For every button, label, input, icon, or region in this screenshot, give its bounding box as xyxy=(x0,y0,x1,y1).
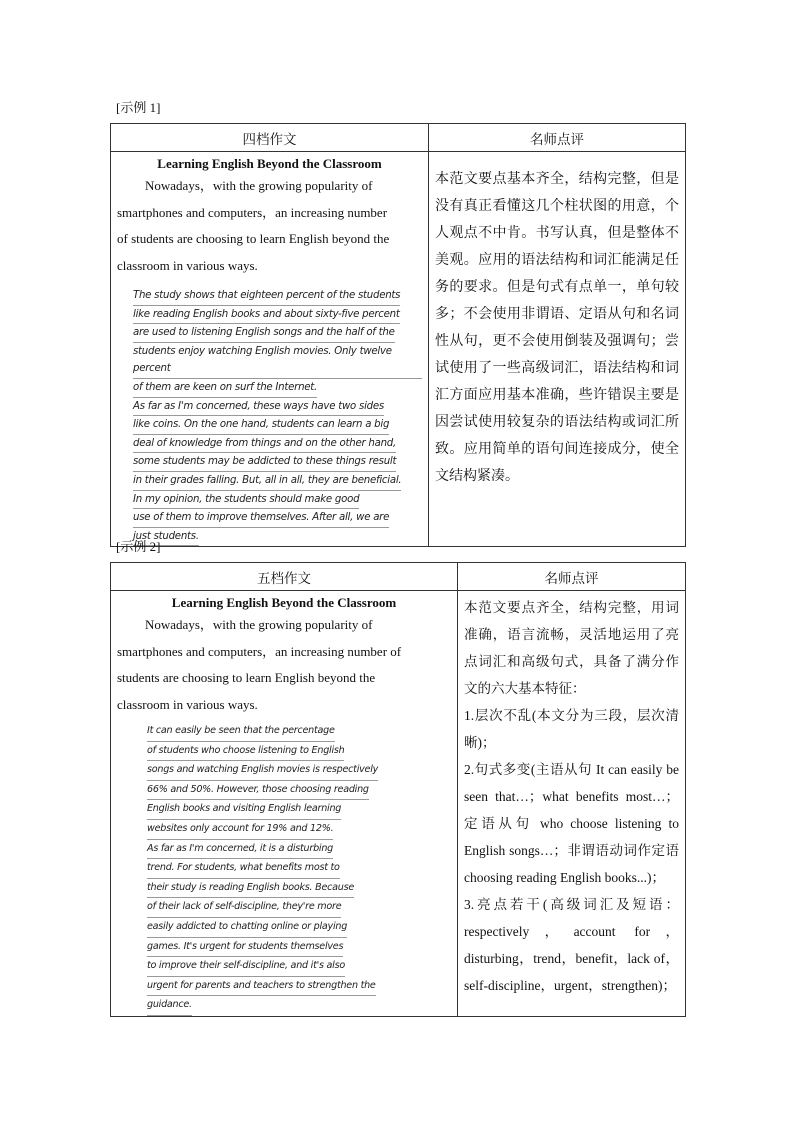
example-2-comment-point-3: 3.亮点若干(高级词汇及短语：respectively，account for，disturbing，trend，benefit，lack of，self-discipline，urgent，strengthen)； xyxy=(464,897,679,993)
example-2-essay-title: Learning English Beyond the Classroom xyxy=(171,595,397,610)
handwritten-line: of them are keen on surf the Internet. xyxy=(133,379,317,398)
example-2-comment-point-2: 2.句式多变(主语从句 It can easily be seen that…；what benefits most…；定语从句 who choose listening to English songs…；非谓语动词作定语 choosing reading English books...)； xyxy=(464,762,679,885)
handwritten-line: just students. xyxy=(133,528,199,547)
example-1-essay-title: Learning English Beyond the Classroom xyxy=(157,156,382,171)
handwritten-line: songs and watching English movies is respectively xyxy=(147,761,378,781)
example-1-intro xyxy=(117,173,422,279)
example-1-comment-cell xyxy=(429,152,686,547)
example-1-table xyxy=(110,123,686,547)
handwritten-line: of their lack of self-discipline, they're more xyxy=(147,898,341,918)
handwritten-line: It can easily be seen that the percentage xyxy=(147,722,335,742)
example-2-col1-header: 五档作文 xyxy=(111,563,458,591)
example-2-comment-cell xyxy=(458,591,686,1017)
handwritten-line: their study is reading English books. Because xyxy=(147,879,354,899)
handwritten-line: easily addicted to chatting online or playing xyxy=(147,918,347,938)
handwritten-line: websites only account for 19% and 12%. xyxy=(147,820,333,840)
example-2-comment-point-1: 1.层次不乱(本文分为三段，层次清晰)； xyxy=(464,708,679,750)
example-2-handwritten-body xyxy=(147,722,451,1016)
intro-line: Nowadays，with the growing popularity of xyxy=(145,617,373,632)
handwritten-line: As far as I'm concerned, these ways have two sides xyxy=(133,398,384,417)
handwritten-line: students enjoy watching English movies. Only twelve percent xyxy=(133,343,422,379)
example-1-col2-header: 名师点评 xyxy=(429,124,686,152)
handwritten-line: some students may be addicted to these things result xyxy=(133,453,396,472)
intro-line: smartphones and computers，an increasing number of xyxy=(117,643,402,659)
example-2-comment-intro: 本范文要点齐全，结构完整，用词准确，语言流畅，灵活地运用了亮点词汇和高级句式，具备了满分作文的六大基本特征： xyxy=(464,600,679,696)
handwritten-line: English books and visiting English learning xyxy=(147,800,341,820)
intro-line: students are choosing to learn English beyond the xyxy=(117,670,376,685)
example-1-label: [示例 1] xyxy=(116,100,161,115)
handwritten-line: like reading English books and about sixty-five percent xyxy=(133,306,400,325)
handwritten-line: in their grades falling. But, all in all, they are beneficial. xyxy=(133,472,401,491)
handwritten-line: guidance. xyxy=(147,996,192,1016)
handwritten-line: 66% and 50%. However, those choosing reading xyxy=(147,781,369,801)
handwritten-line: use of them to improve themselves. After all, we are xyxy=(133,509,389,528)
intro-line: of students are choosing to learn English beyond the xyxy=(117,231,390,246)
example-1-col1-header: 四档作文 xyxy=(111,124,429,152)
example-1-comment: 本范文要点基本齐全，结构完整，但是没有真正看懂这几个柱状图的用意，个人观点不中肯。书写认真，但是整体不美观。应用的语法结构和词汇能满足任务的要求。但是句式有点单一，单句较多；不会使用非谓语、定语从句和名词性从句，更不会使用倒装及强调句；尝试使用了一些高级词汇，语法结构和词汇方面应用基本准确，些许错误主要是因尝试使用较复杂的语法结构或词汇所致。应用简单的语句间连接成分，使全文结构紧凑。 xyxy=(435,172,679,484)
handwritten-line: trend. For students, what benefits most to xyxy=(147,859,340,879)
handwritten-line: urgent for parents and teachers to strengthen the xyxy=(147,977,376,997)
example-2-col2-header: 名师点评 xyxy=(458,563,686,591)
handwritten-line: like coins. On the one hand, students can learn a big xyxy=(133,416,389,435)
handwritten-line: are used to listening English songs and the half of the xyxy=(133,324,395,343)
intro-line: classroom in various ways. xyxy=(117,696,258,712)
example-2-essay-cell xyxy=(111,591,458,1017)
handwritten-line: games. It's urgent for students themselves xyxy=(147,938,343,958)
handwritten-line: In my opinion, the students should make good xyxy=(133,491,359,510)
intro-line: Nowadays，with the growing popularity of xyxy=(145,178,373,193)
handwritten-line: deal of knowledge from things and on the other hand, xyxy=(133,435,396,454)
handwritten-line: of students who choose listening to English xyxy=(147,742,344,762)
handwritten-line: to improve their self-discipline, and it's also xyxy=(147,957,345,977)
handwritten-line: As far as I'm concerned, it is a disturbing xyxy=(147,840,333,860)
example-1-handwritten-body xyxy=(133,287,422,546)
intro-line: smartphones and computers，an increasing number xyxy=(117,204,388,220)
example-2-label: [示例 2] xyxy=(116,539,161,554)
handwritten-line: The study shows that eighteen percent of the students xyxy=(133,287,400,306)
example-1-essay-cell xyxy=(111,152,429,547)
example-2-intro xyxy=(117,612,451,718)
intro-line: classroom in various ways. xyxy=(117,257,258,273)
example-2-table xyxy=(110,562,686,1017)
